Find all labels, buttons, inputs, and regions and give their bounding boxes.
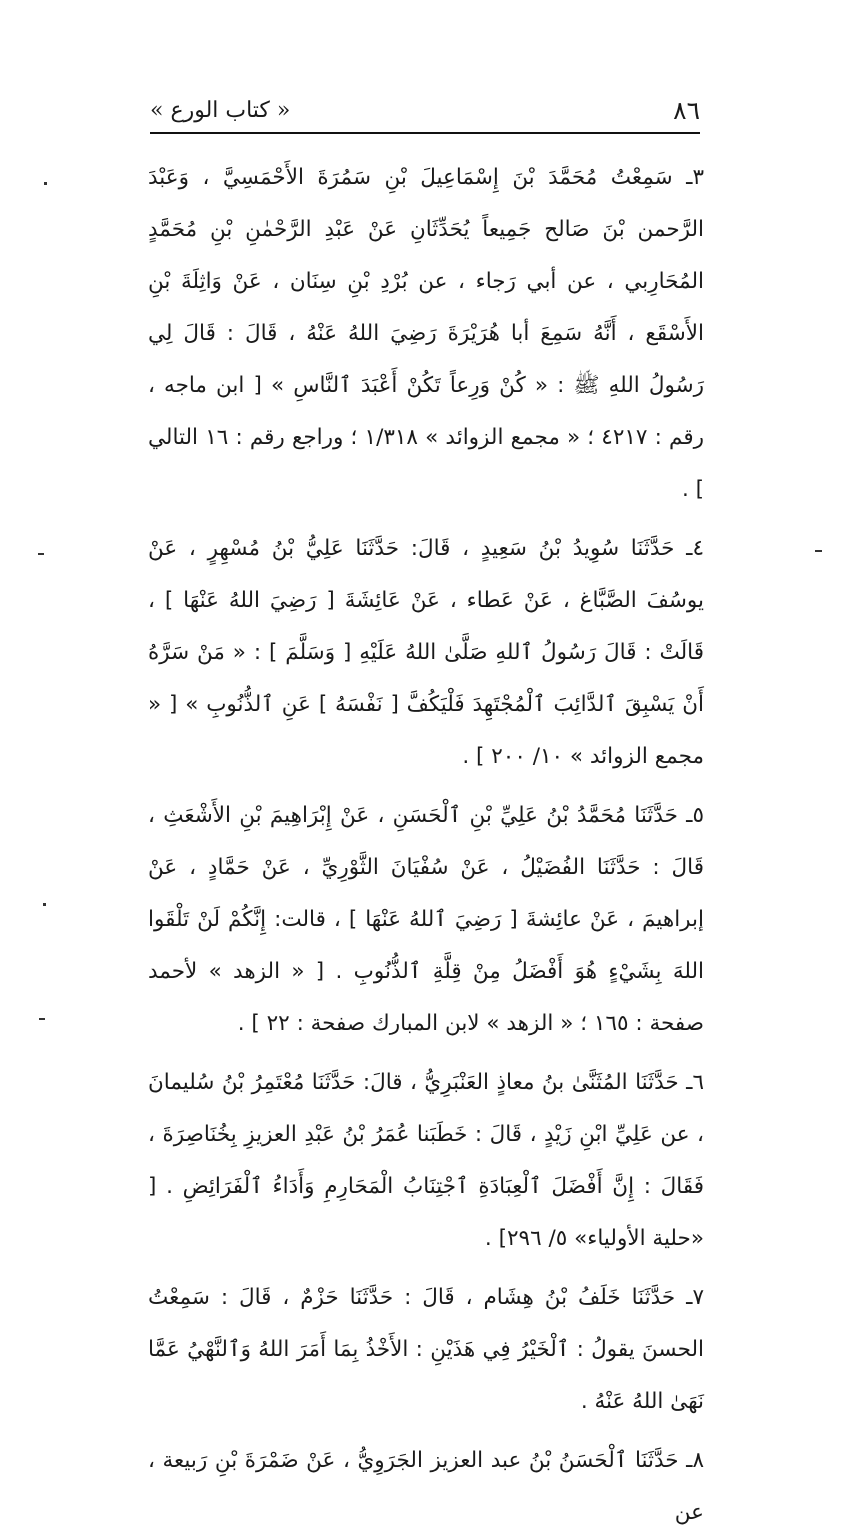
- margin-speck: [43, 903, 46, 906]
- page-number: ٨٦: [673, 96, 700, 125]
- page-header: [150, 92, 700, 134]
- hadith-entry-3: ٣ـ سَمِعْتُ مُحَمَّدَ بْنَ إِسْمَاعِيلَ بْنِ سَمُرَةَ الأَحْمَسِيَّ ، وَعَبْدَ الرَّحمن بْنَ صَالح جَمِيعاً يُحَدِّثَانِ عَنْ عَبْدِ الرَّحْمٰنِ بْنِ مُحَمَّدٍ المُحَارِبي ، عن أبي رَجاء ، عن بُرْدِ بْنِ سِنَان ، عَنْ وَاثِلَةَ بْنِ الأَسْقَع ، أَنَّهُ سَمِعَ أبا هُرَيْرَةَ رَضِيَ اللهُ عَنْهُ ، قَالَ : قَالَ لِي رَسُولُ اللهِ ﷺ : « كُنْ وَرِعاً تَكُنْ أَعْبَدَ ٱلنَّاسِ » [ ابن ماجه ، رقم : ٤٢١٧ ؛ « مجمع الزوائد » ١/٣١٨ ؛ وراجع رقم : ١٦ التالي ] .: [148, 165, 704, 502]
- hadith-entry-7: ٧ـ حَدَّثَنَا خَلَفُ بْنُ هِشَام ، قَالَ : حَدَّثَنَا حَزْمٌ ، قَالَ : سَمِعْتُ الحسنَ يقولُ : ٱلْخَيْرُ فِي هَذَيْنِ : الأَخْذُ بِمَا أَمَرَ اللهُ وَٱلنَّهْيُ عَمَّا نَهَىٰ اللهُ عَنْهُ .: [148, 1285, 704, 1414]
- margin-speck: [39, 1018, 45, 1020]
- page-body: [148, 152, 704, 1539]
- hadith-entry-5: ٥ـ حَدَّثَنَا مُحَمَّدُ بْنُ عَلِيِّ بْنِ ٱلْحَسَنِ ، عَنْ إِبْرَاهِيمَ بْنِ الأَشْعَثِ ، قَالَ : حَدَّثَنَا الفُضَيْلُ ، عَنْ سُفْيَانَ الثَّوْرِيِّ ، عَنْ حَمَّادٍ ، عَنْ إبراهيمَ ، عَنْ عائِشةَ [ رَضِيَ ٱللهُ عَنْهَا ] ، قالت: إِنَّكُمْ لَنْ تَلْقَوا اللهَ بِشَيْءٍ هُوَ أَفْضَلُ مِنْ قِلَّةِ ٱلذُّنُوبِ . [ « الزهد » لأحمد صفحة : ١٦٥ ؛ « الزهد » لابن المبارك صفحة : ٢٢ ] .: [148, 803, 704, 1036]
- running-title: « كتاب الورع »: [150, 98, 291, 123]
- hadith-entry-8: ٨ـ حَدَّثَنَا ٱلْحَسَنُ بْنُ عبد العزيز الجَرَوِيُّ ، عَنْ ضَمْرَةَ بْنِ رَبيعة ، عن: [148, 1448, 704, 1525]
- hadith-entry-6: ٦ـ حَدَّثَنَا المُثَنَّىٰ بنُ معاذٍ العَنْبَرِيُّ ، قالَ: حَدَّثَنَا مُعْتَمِرُ بْنُ سُليمانَ ، عن عَلِيِّ ابْنِ زَيْدٍ ، قَالَ : خَطَبَنا عُمَرُ بْنُ عَبْدِ العزيزِ بِخُنَاصِرَةَ ، فَقَالَ : إِنَّ أَفْضَلَ ٱلْعِبَادَةِ ٱجْتِنَابُ الْمَحَارِمِ وَأَدَاءُ ٱلْفَرَائِضِ . [ «حلية الأولياء» ٥/ ٢٩٦] .: [148, 1070, 704, 1251]
- margin-speck: [815, 550, 822, 552]
- margin-speck: [44, 182, 47, 185]
- hadith-entry-4: ٤ـ حَدَّثَنَا سُوِيدُ بْنُ سَعِيدٍ ، قَالَ: حَدَّثَنَا عَلِيُّ بْنُ مُسْهِرٍ ، عَنْ يوسُفَ الصَّبَّاغ ، عَنْ عَطاء ، عَنْ عَائِشَةَ [ رَضِيَ اللهُ عَنْهَا ] ، قَالَتْ : قَالَ رَسُولُ ٱللهِ صَلَّىٰ اللهُ عَلَيْهِ [ وَسَلَّمَ ] : « مَنْ سَرَّهُ أَنْ يَسْبِقَ ٱلدَّائِبَ ٱلْمُجْتَهِدَ فَلْيَكُفَّ [ نَفْسَهُ ] عَنِ ٱلذُّنُوبِ » [ « مجمع الزوائد » ١٠/ ٢٠٠ ] .: [148, 536, 704, 769]
- margin-speck: [38, 553, 44, 555]
